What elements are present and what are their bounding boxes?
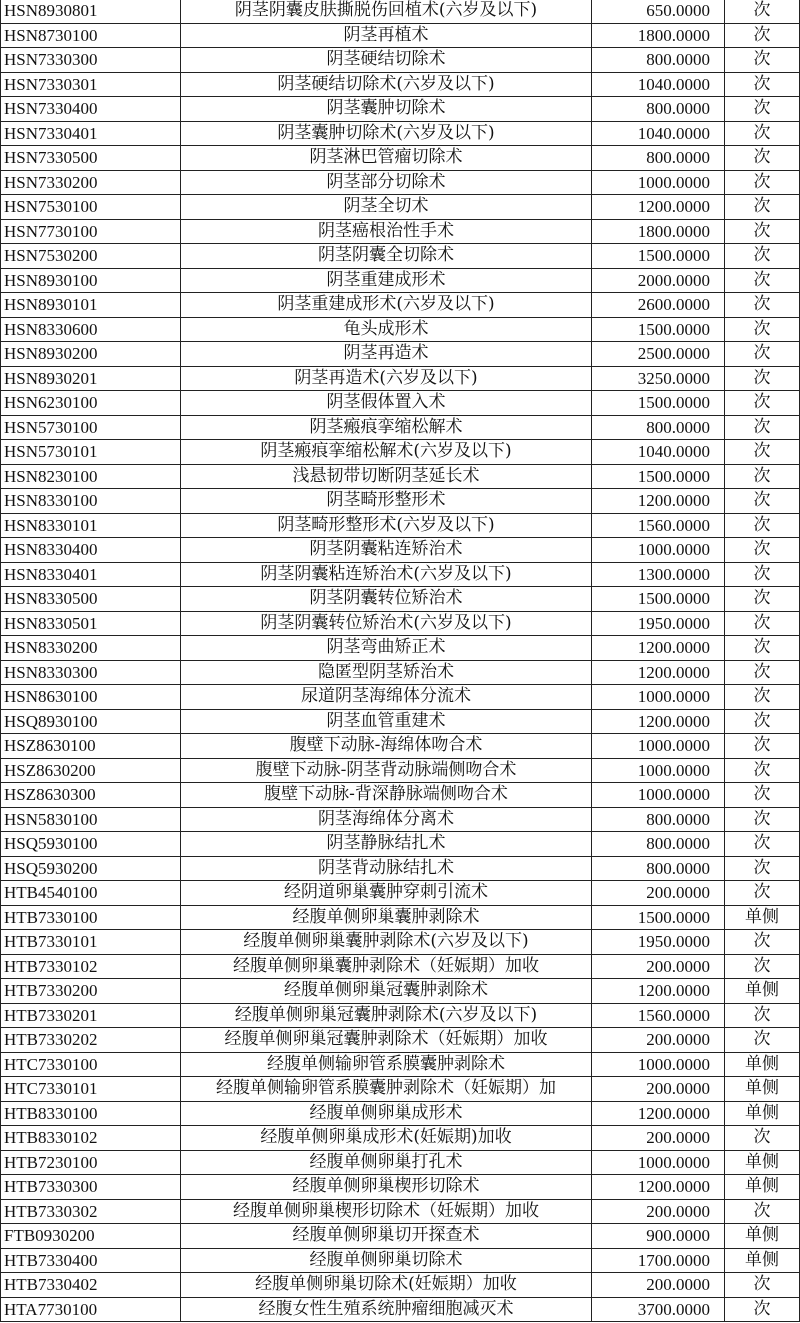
table-row [1,636,800,661]
unit-cell: 次 [725,97,800,122]
item-name-cell: 经腹单侧卵巢成形术 [181,1101,592,1126]
item-code-cell: HTB7330102 [1,954,181,979]
price-cell: 200.0000 [592,1077,725,1102]
item-code-cell: HSN8930101 [1,293,181,318]
price-cell: 1000.0000 [592,170,725,195]
table-row [1,587,800,612]
price-cell: 1000.0000 [592,783,725,808]
item-name-cell: 经腹单侧卵巢楔形切除术 [181,1175,592,1200]
item-name-cell: 阴茎弯曲矫正术 [181,636,592,661]
item-name-cell: 经腹单侧卵巢打孔术 [181,1150,592,1175]
item-name-cell: 阴茎囊肿切除术 [181,97,592,122]
table-row [1,1248,800,1273]
table-row [1,513,800,538]
price-cell: 1500.0000 [592,464,725,489]
item-name-cell: 腹壁下动脉-背深静脉端侧吻合术 [181,783,592,808]
item-name-cell: 阴茎癌根治性手术 [181,219,592,244]
table-row [1,440,800,465]
unit-cell: 次 [725,611,800,636]
price-cell: 1200.0000 [592,1175,725,1200]
item-code-cell: HTC7330100 [1,1052,181,1077]
price-cell: 3700.0000 [592,1297,725,1322]
item-name-cell: 经腹单侧输卵管系膜囊肿剥除术 [181,1052,592,1077]
item-name-cell: 经腹单侧卵巢冠囊肿剥除术（妊娠期）加收 [181,1028,592,1053]
table-row [1,1003,800,1028]
table-row [1,832,800,857]
unit-cell: 次 [725,660,800,685]
table-row [1,562,800,587]
unit-cell: 次 [725,709,800,734]
table-row [1,1052,800,1077]
table-row [1,611,800,636]
price-cell: 1040.0000 [592,72,725,97]
table-row [1,538,800,563]
item-code-cell: HSN8330101 [1,513,181,538]
item-code-cell: HSN8730100 [1,23,181,48]
item-code-cell: HSN8330401 [1,562,181,587]
item-code-cell: HSN8930200 [1,342,181,367]
price-cell: 1000.0000 [592,734,725,759]
unit-cell: 单侧 [725,1224,800,1249]
item-name-cell: 尿道阴茎海绵体分流术 [181,685,592,710]
unit-cell: 次 [725,538,800,563]
item-name-cell: 经腹单侧输卵管系膜囊肿剥除术（妊娠期）加 [181,1077,592,1102]
item-name-cell: 阴茎囊肿切除术(六岁及以下) [181,121,592,146]
item-name-cell: 腹壁下动脉-海绵体吻合术 [181,734,592,759]
unit-cell: 单侧 [725,1101,800,1126]
table-row [1,464,800,489]
price-cell: 1200.0000 [592,1101,725,1126]
table-row [1,1199,800,1224]
unit-cell: 次 [725,783,800,808]
item-code-cell: HTB7230100 [1,1150,181,1175]
table-row [1,72,800,97]
item-code-cell: HSN7330400 [1,97,181,122]
item-code-cell: HTB7330302 [1,1199,181,1224]
unit-cell: 次 [725,1028,800,1053]
item-name-cell: 阴茎阴囊粘连矫治术 [181,538,592,563]
item-code-cell: HTB7330100 [1,905,181,930]
table-row [1,23,800,48]
table-row [1,97,800,122]
price-cell: 2500.0000 [592,342,725,367]
price-cell: 1500.0000 [592,244,725,269]
unit-cell: 单侧 [725,1150,800,1175]
unit-cell: 次 [725,1297,800,1322]
unit-cell: 次 [725,244,800,269]
table-row [1,1175,800,1200]
price-cell: 1200.0000 [592,709,725,734]
price-cell: 3250.0000 [592,366,725,391]
item-name-cell: 经阴道卵巢囊肿穿刺引流术 [181,881,592,906]
unit-cell: 次 [725,489,800,514]
price-cell: 1500.0000 [592,317,725,342]
unit-cell: 次 [725,415,800,440]
item-name-cell: 经腹女性生殖系统肿瘤细胞减灭术 [181,1297,592,1322]
item-name-cell: 隐匿型阴茎矫治术 [181,660,592,685]
item-name-cell: 阴茎全切术 [181,195,592,220]
price-cell: 800.0000 [592,97,725,122]
item-code-cell: HSN7330300 [1,48,181,73]
table-row [1,1273,800,1298]
price-cell: 1000.0000 [592,1052,725,1077]
item-name-cell: 阴茎硬结切除术(六岁及以下) [181,72,592,97]
item-code-cell: HSN7530100 [1,195,181,220]
price-cell: 800.0000 [592,832,725,857]
price-cell: 1200.0000 [592,660,725,685]
item-code-cell: HTC7330101 [1,1077,181,1102]
item-code-cell: HTA7730100 [1,1297,181,1322]
price-cell: 200.0000 [592,1028,725,1053]
item-code-cell: HSQ5930100 [1,832,181,857]
item-name-cell: 阴茎假体置入术 [181,391,592,416]
table-row [1,758,800,783]
unit-cell: 次 [725,1126,800,1151]
item-code-cell: HSN8330300 [1,660,181,685]
price-cell: 1200.0000 [592,636,725,661]
item-name-cell: 阴茎再植术 [181,23,592,48]
item-code-cell: HSN8330600 [1,317,181,342]
price-cell: 1800.0000 [592,23,725,48]
item-name-cell: 阴茎阴囊粘连矫治术(六岁及以下) [181,562,592,587]
item-code-cell: HSN5730100 [1,415,181,440]
table-row [1,905,800,930]
item-code-cell: HTB7330201 [1,1003,181,1028]
table-row [1,685,800,710]
item-code-cell: HSN8330400 [1,538,181,563]
price-cell: 1700.0000 [592,1248,725,1273]
table-row [1,195,800,220]
table-row [1,48,800,73]
unit-cell: 次 [725,734,800,759]
table-row [1,121,800,146]
price-cell: 1040.0000 [592,121,725,146]
price-cell: 1200.0000 [592,489,725,514]
unit-cell: 次 [725,72,800,97]
price-cell: 800.0000 [592,48,725,73]
unit-cell: 单侧 [725,1175,800,1200]
price-cell: 1950.0000 [592,611,725,636]
price-cell: 650.0000 [592,0,725,23]
price-cell: 200.0000 [592,1126,725,1151]
item-code-cell: HSN8330501 [1,611,181,636]
unit-cell: 次 [725,121,800,146]
item-name-cell: 经腹单侧卵巢切除术 [181,1248,592,1273]
table-row [1,268,800,293]
price-cell: 200.0000 [592,1273,725,1298]
price-cell: 1560.0000 [592,513,725,538]
item-code-cell: HSN7330500 [1,146,181,171]
item-code-cell: HTB4540100 [1,881,181,906]
item-code-cell: HSN8330500 [1,587,181,612]
unit-cell: 次 [725,636,800,661]
item-code-cell: HTB7330200 [1,979,181,1004]
item-name-cell: 经腹单侧卵巢楔形切除术（妊娠期）加收 [181,1199,592,1224]
item-code-cell: HTB8330102 [1,1126,181,1151]
price-cell: 200.0000 [592,954,725,979]
table-row [1,293,800,318]
item-code-cell: HSN8630100 [1,685,181,710]
price-cell: 1500.0000 [592,587,725,612]
unit-cell: 次 [725,587,800,612]
item-name-cell: 阴茎淋巴管瘤切除术 [181,146,592,171]
unit-cell: 次 [725,954,800,979]
table-row [1,930,800,955]
price-cell: 1000.0000 [592,758,725,783]
price-cell: 200.0000 [592,1199,725,1224]
table-row [1,783,800,808]
table-row [1,660,800,685]
price-cell: 1000.0000 [592,685,725,710]
unit-cell: 次 [725,881,800,906]
unit-cell: 单侧 [725,905,800,930]
item-code-cell: HTB7330300 [1,1175,181,1200]
item-name-cell: 阴茎重建成形术 [181,268,592,293]
table-row [1,1150,800,1175]
item-name-cell: 阴茎阴囊转位矫治术 [181,587,592,612]
unit-cell: 次 [725,317,800,342]
price-cell: 2600.0000 [592,293,725,318]
price-cell: 1040.0000 [592,440,725,465]
price-cell: 1500.0000 [592,391,725,416]
item-code-cell: HSZ8630100 [1,734,181,759]
price-cell: 200.0000 [592,881,725,906]
item-name-cell: 浅悬韧带切断阴茎延长术 [181,464,592,489]
item-name-cell: 经腹单侧卵巢囊肿剥除术(六岁及以下) [181,930,592,955]
table-row [1,170,800,195]
item-name-cell: 阴茎海绵体分离术 [181,807,592,832]
item-code-cell: HSN7330401 [1,121,181,146]
unit-cell: 次 [725,219,800,244]
item-code-cell: HTB7330400 [1,1248,181,1273]
item-name-cell: 阴茎硬结切除术 [181,48,592,73]
table-row [1,954,800,979]
price-cell: 1200.0000 [592,195,725,220]
item-name-cell: 阴茎再造术(六岁及以下) [181,366,592,391]
item-name-cell: 经腹单侧卵巢冠囊肿剥除术(六岁及以下) [181,1003,592,1028]
table-row [1,415,800,440]
item-name-cell: 阴茎血管重建术 [181,709,592,734]
price-cell: 1950.0000 [592,930,725,955]
item-name-cell: 经腹单侧卵巢囊肿剥除术 [181,905,592,930]
item-name-cell: 阴茎瘢痕挛缩松解术(六岁及以下) [181,440,592,465]
price-cell: 800.0000 [592,856,725,881]
unit-cell: 次 [725,1273,800,1298]
unit-cell: 次 [725,1003,800,1028]
item-code-cell: HSN5830100 [1,807,181,832]
unit-cell: 次 [725,685,800,710]
item-code-cell: HSN7330301 [1,72,181,97]
unit-cell: 次 [725,342,800,367]
price-cell: 1800.0000 [592,219,725,244]
item-name-cell: 阴茎畸形整形术(六岁及以下) [181,513,592,538]
item-name-cell: 阴茎瘢痕挛缩松解术 [181,415,592,440]
item-code-cell: HSQ8930100 [1,709,181,734]
item-code-cell: HTB7330101 [1,930,181,955]
table-row [1,342,800,367]
item-code-cell: HSN5730101 [1,440,181,465]
item-code-cell: HSZ8630200 [1,758,181,783]
price-cell: 800.0000 [592,807,725,832]
item-name-cell: 阴茎畸形整形术 [181,489,592,514]
item-code-cell: HSN6230100 [1,391,181,416]
table-row [1,807,800,832]
item-name-cell: 阴茎阴囊皮肤撕脱伤回植术(六岁及以下) [181,0,592,23]
unit-cell: 次 [725,758,800,783]
table-row [1,317,800,342]
item-code-cell: FTB0930200 [1,1224,181,1249]
table-row [1,489,800,514]
unit-cell: 次 [725,195,800,220]
item-code-cell: HTB7330402 [1,1273,181,1298]
item-name-cell: 阴茎阴囊转位矫治术(六岁及以下) [181,611,592,636]
table-row [1,979,800,1004]
table-row [1,1101,800,1126]
unit-cell: 次 [725,464,800,489]
unit-cell: 次 [725,23,800,48]
unit-cell: 次 [725,0,800,23]
table-row [1,734,800,759]
unit-cell: 次 [725,48,800,73]
table-row [1,146,800,171]
item-code-cell: HTB7330202 [1,1028,181,1053]
table-row [1,219,800,244]
unit-cell: 次 [725,268,800,293]
unit-cell: 次 [725,1199,800,1224]
fee-table-body [1,0,800,1322]
unit-cell: 次 [725,930,800,955]
item-code-cell: HSN8330200 [1,636,181,661]
item-name-cell: 经腹单侧卵巢切除术(妊娠期）加收 [181,1273,592,1298]
table-row [1,709,800,734]
item-code-cell: HSZ8630300 [1,783,181,808]
item-name-cell: 阴茎阴囊全切除术 [181,244,592,269]
price-cell: 2000.0000 [592,268,725,293]
item-name-cell: 经腹单侧卵巢囊肿剥除术（妊娠期）加收 [181,954,592,979]
table-row [1,244,800,269]
table-row [1,0,800,23]
item-code-cell: HSN8930201 [1,366,181,391]
item-code-cell: HSN7530200 [1,244,181,269]
table-row [1,1126,800,1151]
price-cell: 800.0000 [592,146,725,171]
unit-cell: 单侧 [725,979,800,1004]
unit-cell: 单侧 [725,1077,800,1102]
table-row [1,881,800,906]
price-cell: 1500.0000 [592,905,725,930]
price-cell: 900.0000 [592,1224,725,1249]
item-name-cell: 阴茎背动脉结扎术 [181,856,592,881]
unit-cell: 次 [725,807,800,832]
unit-cell: 次 [725,832,800,857]
table-row [1,856,800,881]
unit-cell: 次 [725,562,800,587]
table-row [1,1077,800,1102]
unit-cell: 次 [725,146,800,171]
unit-cell: 次 [725,391,800,416]
item-code-cell: HSN7730100 [1,219,181,244]
unit-cell: 次 [725,170,800,195]
table-row [1,1028,800,1053]
item-name-cell: 阴茎部分切除术 [181,170,592,195]
item-name-cell: 经腹单侧卵巢冠囊肿剥除术 [181,979,592,1004]
item-name-cell: 腹壁下动脉-阴茎背动脉端侧吻合术 [181,758,592,783]
price-cell: 1200.0000 [592,979,725,1004]
price-cell: 1560.0000 [592,1003,725,1028]
unit-cell: 次 [725,856,800,881]
price-cell: 1300.0000 [592,562,725,587]
item-code-cell: HSN8930100 [1,268,181,293]
table-row [1,366,800,391]
item-name-cell: 经腹单侧卵巢切开探查术 [181,1224,592,1249]
unit-cell: 单侧 [725,1052,800,1077]
unit-cell: 次 [725,440,800,465]
unit-cell: 次 [725,366,800,391]
price-cell: 1000.0000 [592,538,725,563]
item-name-cell: 阴茎静脉结扎术 [181,832,592,857]
item-code-cell: HSN8230100 [1,464,181,489]
item-code-cell: HSN8330100 [1,489,181,514]
table-row [1,1224,800,1249]
item-code-cell: HTB8330100 [1,1101,181,1126]
table-row [1,391,800,416]
unit-cell: 次 [725,293,800,318]
item-code-cell: HSQ5930200 [1,856,181,881]
price-cell: 1000.0000 [592,1150,725,1175]
item-name-cell: 阴茎再造术 [181,342,592,367]
item-name-cell: 龟头成形术 [181,317,592,342]
table-row [1,1297,800,1322]
unit-cell: 单侧 [725,1248,800,1273]
item-code-cell: HSN7330200 [1,170,181,195]
price-cell: 800.0000 [592,415,725,440]
unit-cell: 次 [725,513,800,538]
item-name-cell: 经腹单侧卵巢成形术(妊娠期)加收 [181,1126,592,1151]
item-name-cell: 阴茎重建成形术(六岁及以下) [181,293,592,318]
item-code-cell: HSN8930801 [1,0,181,23]
